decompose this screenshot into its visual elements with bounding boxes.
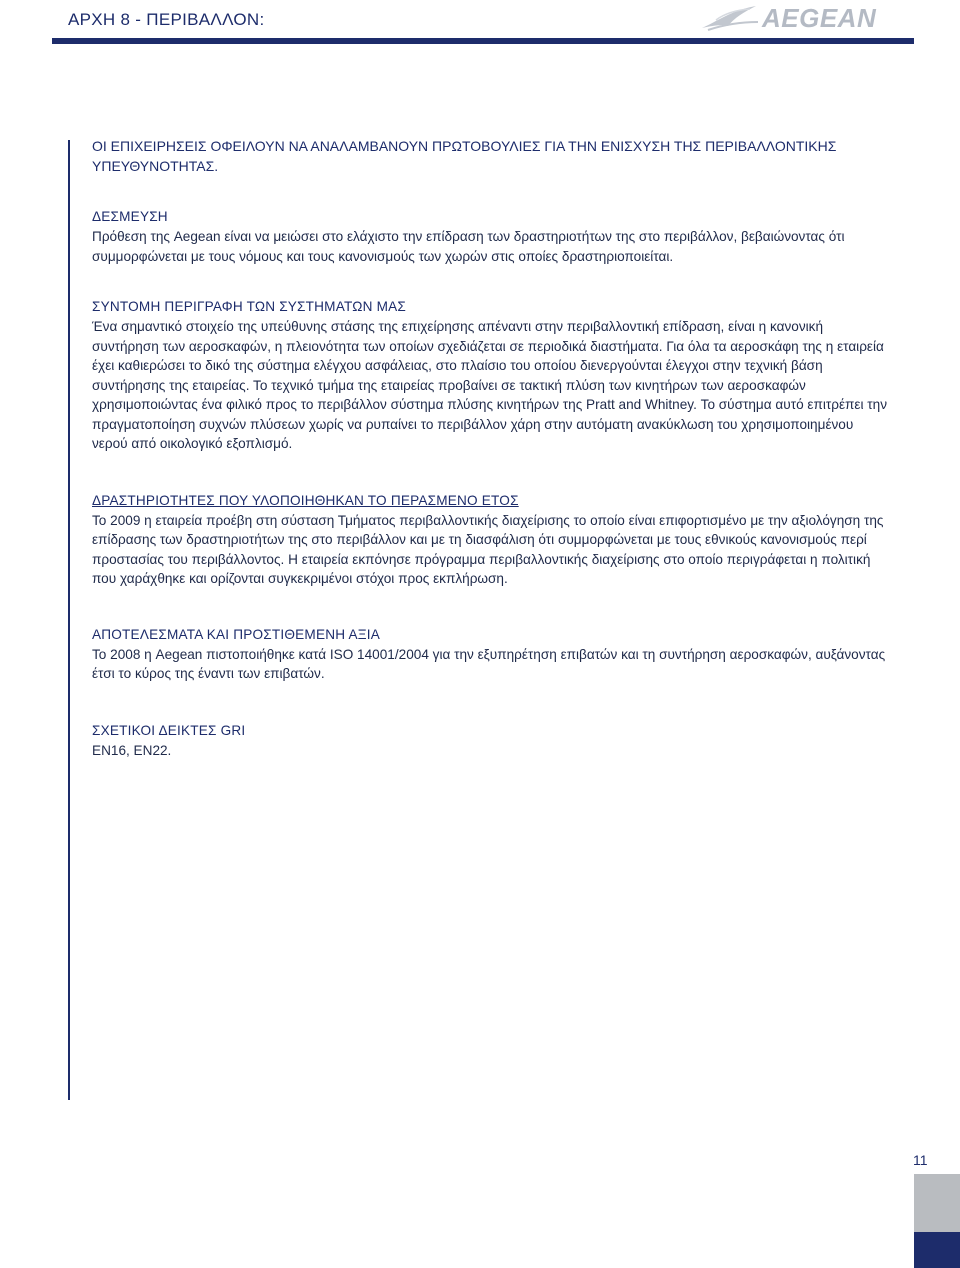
section-gri-indicators: [92, 721, 892, 761]
section-heading: ΑΠΟΤΕΛΕΣΜΑΤΑ ΚΑΙ ΠΡΟΣΤΙΘΕΜΕΝΗ ΑΞΙΑ: [92, 626, 381, 642]
intro-statement: ΟΙ ΕΠΙΧΕΙΡΗΣΕΙΣ ΟΦΕΙΛΟΥΝ ΝΑ ΑΝΑΛΑΜΒΑΝΟΥΝ ΠΡΩΤΟΒΟΥΛΙΕΣ ΓΙΑ ΤΗΝ ΕΝΙΣΧΥΣΗ ΤΗΣ ΠΕΡΙΒΑΛΛΟΝΤΙΚΗΣ ΥΠΕΥΘΥΝΟΤΗΤΑΣ.: [92, 138, 837, 174]
section-body: Ένα σημαντικό στοιχείο της υπεύθυνης στάσης της επιχείρησης απέναντι στην περιβαλλοντική επίδραση, είναι η κανονική συντήρηση των αεροσκαφών, η πλειονότητα των οποίων σχεδιάζεται σε περιοδικά διαστήματα. Για όλα τα αεροσκάφη της η εταιρεία έχει καθιερώσει το δικό της σύστημα ελέγχου ασφάλειας, στο πλαίσιο του οποίου διενεργούνται έλεγχοι στην τεχνική βάση συντήρησης της εταιρείας. Το τεχνικό τμήμα της εταιρείας προβαίνει σε τακτική πλύση των κινητήρων των αεροσκαφών χρησιμοποιώντας ένα φιλικό προς το περιβάλλον σύστημα πλύσης κινητήρων της Pratt and Whitney. Το σύστημα αυτό επιτρέπει την πραγματοποίηση συχνών πλύσεων χωρίς να ρυπαίνει το περιβάλλον χάρη στην αυτόματη ανακύκλωση του χρησιμοποιημένου νερού από οικολογικό εξοπλισμό.: [92, 319, 887, 451]
section-results: [92, 625, 892, 684]
page-number: 11: [913, 1152, 928, 1168]
section-activities: [92, 491, 892, 589]
aegean-bird-logo-icon: [698, 0, 762, 36]
left-margin-rule: [68, 140, 70, 1100]
document-body: [92, 136, 892, 760]
section-heading: ΔΕΣΜΕΥΣΗ: [92, 209, 168, 224]
side-tab-blue: [914, 1232, 960, 1268]
section-body: EN16, EN22.: [92, 742, 172, 758]
section-commitment: [92, 207, 892, 266]
section-systems: [92, 297, 892, 454]
logo-text: AEGEAN: [762, 3, 877, 33]
section-body: Πρόθεση της Aegean είναι να μειώσει στο ελάχιστο την επίδραση των δραστηριοτήτων της στο περιβάλλον, βεβαιώνοντας ότι συμμορφώνεται με τους νόμους και τους κανονισμούς των χωρών στις οποίες δραστηριοποιείται.: [92, 229, 845, 264]
section-body: Το 2008 η Aegean πιστοποιήθηκε κατά ISO 14001/2004 για την εξυπηρέτηση επιβατών και τη συντήρηση αεροσκαφών, αυξάνοντας έτσι το κύρος της έναντι των επιβατών.: [92, 646, 886, 681]
aegean-logo[interactable]: [698, 0, 898, 36]
section-heading: ΣΧΕΤΙΚΟΙ ΔΕΙΚΤΕΣ GRI: [92, 722, 246, 738]
side-tab-grey: [914, 1174, 960, 1232]
section-heading: ΣΥΝΤΟΜΗ ΠΕΡΙΓΡΑΦΗ ΤΩΝ ΣΥΣΤΗΜΑΤΩΝ ΜΑΣ: [92, 299, 406, 314]
page-header-title: ΑΡΧΗ 8 - ΠΕΡΙΒΑΛΛΟΝ:: [68, 10, 265, 29]
section-heading: ΔΡΑΣΤΗΡΙΟΤΗΤΕΣ ΠΟΥ ΥΛΟΠΟΙΗΘΗΚΑΝ ΤΟ ΠΕΡΑΣΜΕΝΟ ΕΤΟΣ: [92, 492, 519, 508]
section-body: Το 2009 η εταιρεία προέβη στη σύσταση Τμήματος περιβαλλοντικής διαχείρισης το οποίο είναι επιφορτισμένο με την αξιολόγηση της επίδρασης των δραστηριοτήτων της στο περιβάλλον και με τη διασφάλιση ότι συμμορφώνεται με τους εθνικούς κανονισμούς περί προστασίας του περιβάλλοντος. Η εταιρεία εκπόνησε πρόγραμμα περιβαλλοντικής διαχείρισης στο οποίο περιγράφεται η πολιτική που χαράχθηκε και ορίζονται συγκεκριμένοι στόχοι προς εκπλήρωση.: [92, 512, 884, 586]
header-bar: [52, 38, 914, 44]
